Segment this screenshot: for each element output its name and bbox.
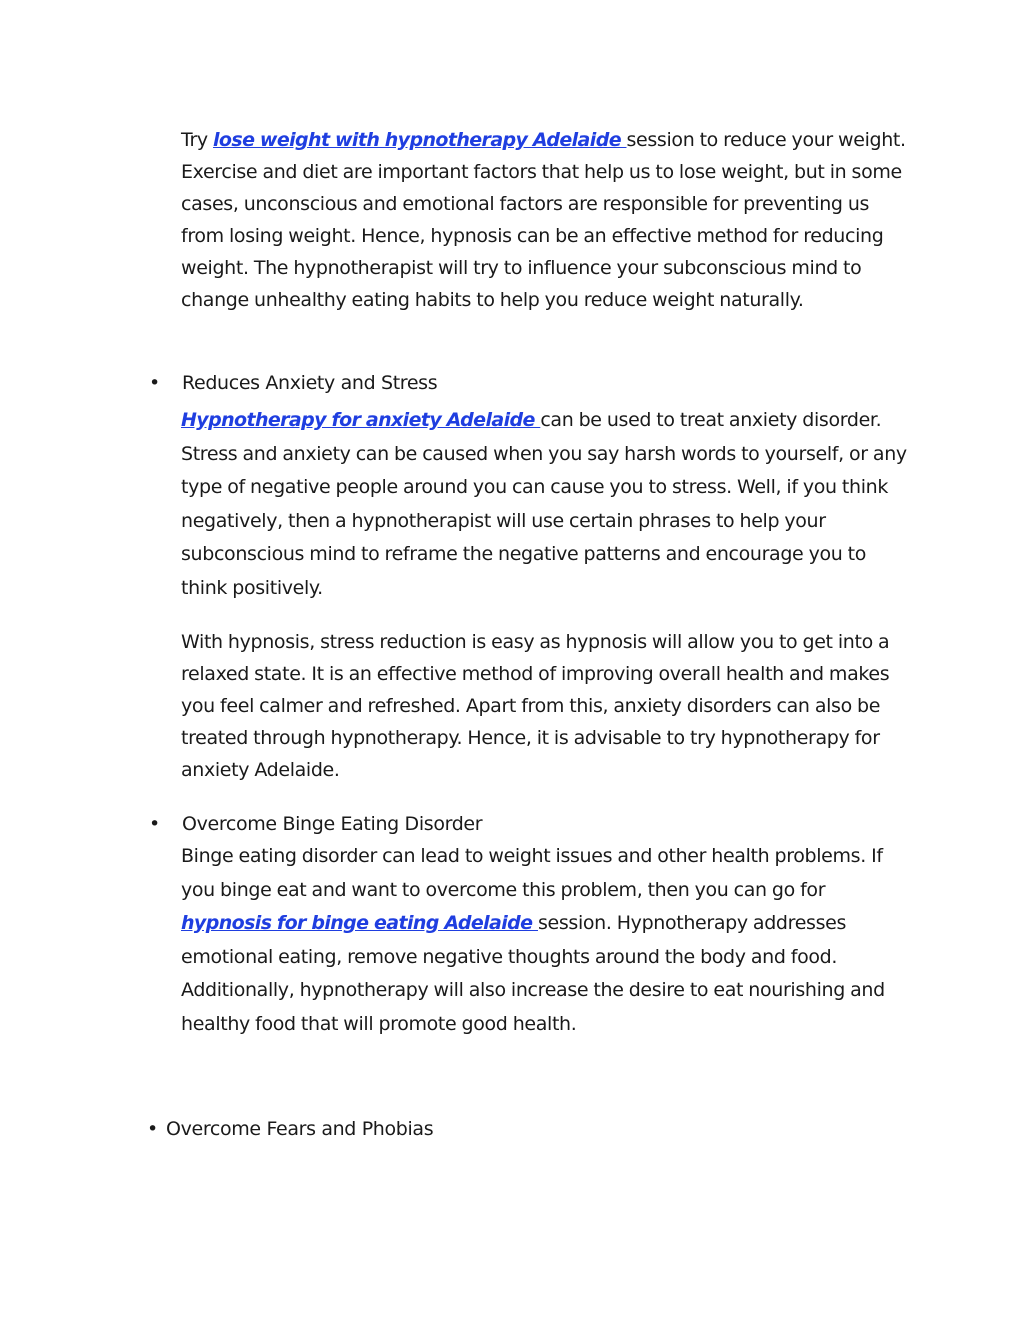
intro-prefix-text: Try — [181, 129, 214, 151]
hypnosis-binge-eating-link[interactable]: hypnosis for binge eating Adelaide — [181, 912, 538, 934]
binge-paragraph — [181, 840, 911, 1041]
bullet-dot: • — [147, 1118, 158, 1140]
stress-reduction-paragraph: With hypnosis, stress reduction is easy as hypnosis will allow you to get into a relaxed state. It is an effective method of improving overall health and makes you feel calmer and refreshed. Apart from this, anxiety disorders can also be treated through hypnotherapy. Hence, it is advisable to try hypnotherapy for anxiety Adelaide. — [181, 631, 890, 781]
lose-weight-hypnotherapy-link[interactable]: lose weight with hypnotherapy Adelaide — [213, 129, 627, 151]
anxiety-body-text: can be used to treat anxiety disorder. Stress and anxiety can be caused when you say harsh words to yourself, or any type of negative people around you can cause you to stress. Well, if you think negatively, then a hypnotherapist will use certain phrases to help your subconscious mind to reframe the negative patterns and encourage you to think positively. — [181, 409, 907, 599]
anxiety-heading: Reduces Anxiety and Stress — [182, 372, 438, 394]
anxiety-paragraph — [181, 404, 911, 605]
bullet-dot: • — [149, 372, 160, 394]
intro-body-text: session to reduce your weight. Exercise and diet are important factors that help us to lose weight, but in some cases, unconscious and emotional factors are responsible for preventing us from losing weight. Hence, hypnosis can be an effective method for reducing weight. The hypnotherapist will try to influence your subconscious mind to change unhealthy eating habits to help you reduce weight naturally. — [181, 129, 906, 311]
intro-paragraph — [181, 124, 911, 316]
fears-heading: Overcome Fears and Phobias — [166, 1118, 434, 1140]
binge-body-text: session. Hypnotherapy addresses emotional eating, remove negative thoughts around the body and food. Additionally, hypnotherapy will also increase the desire to eat nourishing and healthy food that will promote good health. — [181, 912, 885, 1035]
binge-prefix-text: Binge eating disorder can lead to weight issues and other health problems. If you binge eat and want to overcome this problem, then you can go for — [181, 845, 883, 901]
binge-heading: Overcome Binge Eating Disorder — [182, 813, 483, 835]
bullet-dot: • — [149, 813, 160, 835]
hypnotherapy-anxiety-link[interactable]: Hypnotherapy for anxiety Adelaide — [181, 409, 541, 431]
